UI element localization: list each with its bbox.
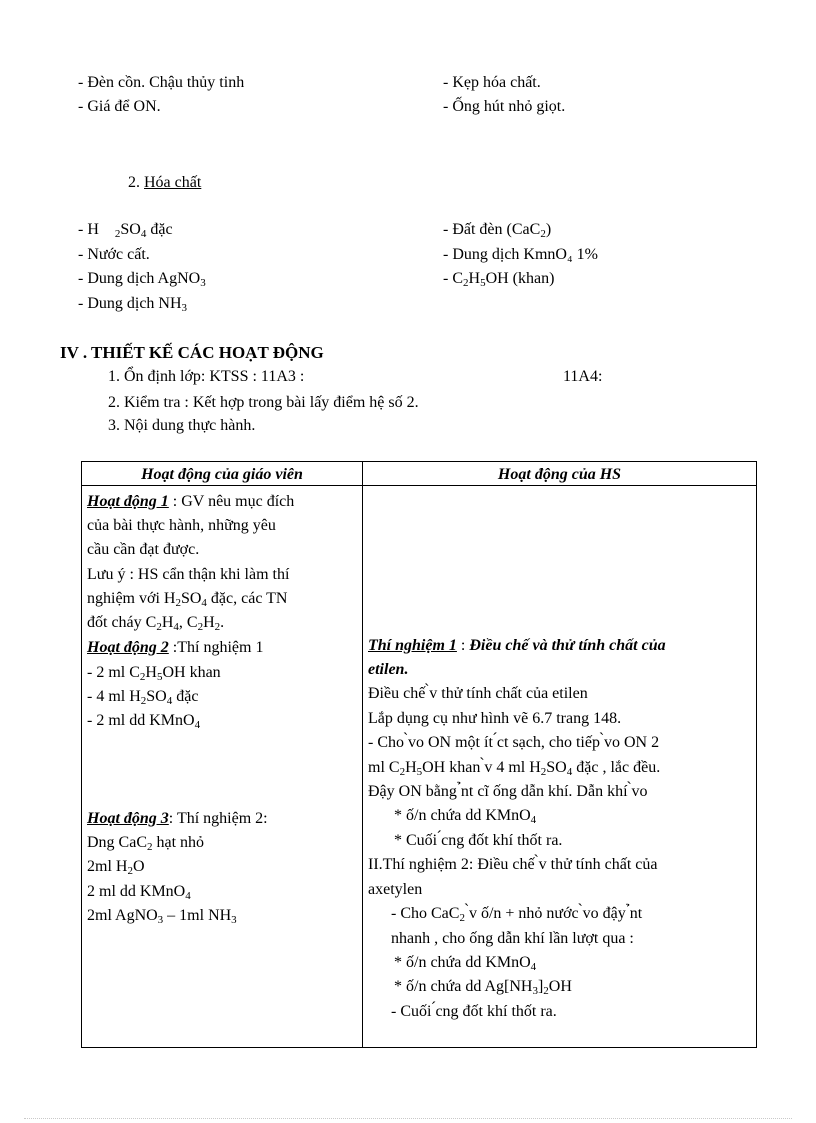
table-text: * ố/n chứa dd $Ag[NH_3]_2OH$ [394, 978, 572, 997]
activity-2: Hoạt động 2 :Thí nghiệm 1 [87, 639, 264, 656]
table-text: 2ml AgNO$_3$ – 1ml $NH_3$ [87, 907, 237, 926]
chemical-item: - Dung dịch $NH_3$ [78, 295, 188, 314]
section-item: 1. Ổn định lớp: KTSS : 11A3 : [108, 368, 305, 385]
page-footer-border [24, 1118, 792, 1119]
table-text: - Cuối ́cng đốt khí thốt ra. [391, 1003, 557, 1020]
table-text: của bài thực hành, những yêu [87, 517, 276, 534]
equipment-item: - Ống hút nhỏ giọt. [443, 98, 566, 115]
chemicals-heading: 2. Hóa chất [128, 174, 202, 191]
table-text: Điều chế ̀v thử tính chất của etilen [368, 685, 588, 702]
experiment-1: Thí nghiệm 1 : Điều chế và thử tính chất của [368, 637, 666, 654]
chemical-item: - Dung dịch AgNO$_3$ [78, 270, 206, 289]
chemical-item: - H $_2SO_4$ đặc [78, 221, 173, 240]
table-text: * Cuối ́cng đốt khí thốt ra. [394, 832, 563, 849]
chemical-item: - Dung dịch KmnO₄ 1% [443, 246, 598, 263]
table-text: * ố/n chứa dd KMnO$_4$ [394, 954, 537, 973]
table-text: etilen. [368, 661, 409, 678]
table-text: - 2 ml dd KMnO$_4$ [87, 712, 201, 731]
table-text: - Cho ̀vo ON một ít ́ct sạch, cho tiếp ̀vo ON 2 [368, 734, 660, 751]
chemical-item: - Nước cất. [78, 246, 150, 263]
activity-1: Hoạt động 1 : GV nêu mục đích [87, 493, 295, 510]
table-text: axetylen [368, 881, 423, 898]
table-text: * ố/n chứa dd KMnO$_4$ [394, 807, 537, 826]
section-item-class: 11A4: [563, 368, 603, 385]
table-text: cầu cần đạt được. [87, 541, 200, 558]
table-text: 2 ml dd KMnO$_4$ [87, 883, 191, 902]
table-text: Lưu ý : HS cẩn thận khi làm thí [87, 566, 290, 583]
table-text: - Cho CaC$_2$ ̀v ố/n + nhỏ nước ̀vo đậy ̉nt [391, 905, 643, 924]
table-text: Đậy ON bằng ̉nt cĩ ống dẫn khí. Dẫn khí ̀vo [368, 783, 648, 800]
chemical-item: - Đất đèn (CaC$_2$) [443, 221, 552, 240]
table-text: Dng CaC$_2$ hạt nhỏ [87, 834, 205, 853]
table-text: nghiệm với $H_2SO_4$ đặc, các TN [87, 590, 288, 609]
section-item: 3. Nội dung thực hành. [108, 417, 256, 434]
table-text: nhanh , cho ống dẫn khí lần lượt qua : [391, 930, 634, 947]
table-header-student: Hoạt động của HS [497, 466, 622, 483]
table-header-divider [81, 485, 757, 486]
table-text: 2ml $H_2O$ [87, 858, 145, 877]
table-text: Lắp dụng cụ như hình vẽ 6.7 trang 148. [368, 710, 622, 727]
activity-3: Hoạt động 3: Thí nghiệm 2: [87, 810, 268, 827]
table-header-teacher: Hoạt động của giáo viên [141, 466, 303, 483]
table-divider [362, 461, 363, 1048]
table-text: II.Thí nghiệm 2: Điều chế ̀v thử tính chất của [368, 856, 658, 873]
equipment-item: - Kẹp hóa chất. [443, 74, 541, 91]
table-text: - 4 ml $H_2SO_4$ đặc [87, 688, 199, 707]
section-item: 2. Kiểm tra : Kết hợp trong bài lấy điểm hệ số 2. [108, 394, 419, 411]
table-text: - 2 ml $C_2H_5OH$ khan [87, 664, 221, 683]
chemical-item: - $C_2H_5OH$ (khan) [443, 270, 555, 289]
table-text: đốt cháy $C_2H_4$, $C_2H_2$. [87, 614, 225, 633]
section-title: IV . THIẾT KẾ CÁC HOẠT ĐỘNG [60, 343, 324, 362]
equipment-item: - Giá để ON. [78, 98, 161, 115]
table-text: ml $C_2H_5OH$ khan ̀v 4 ml $H_2SO_4$ đặc , lắc đều. [368, 759, 661, 778]
equipment-item: - Đèn cồn. Chậu thủy tinh [78, 74, 245, 91]
